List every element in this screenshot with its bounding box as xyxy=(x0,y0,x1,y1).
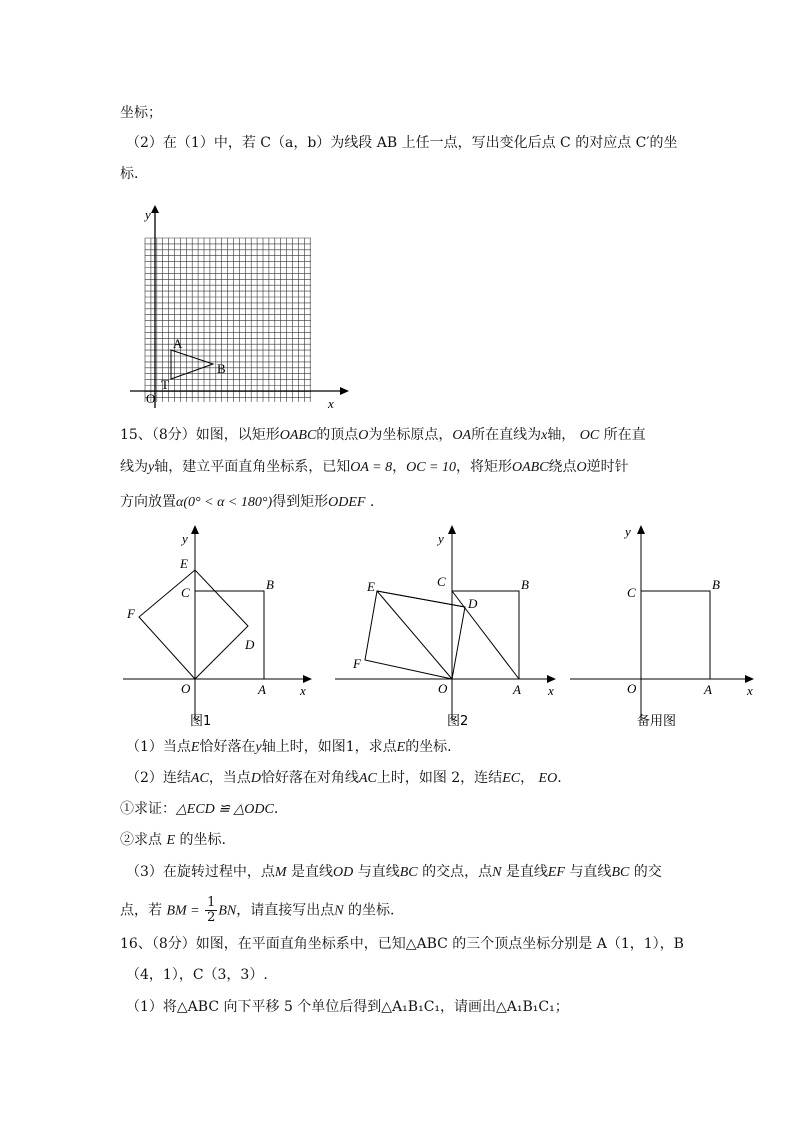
math: x xyxy=(541,428,548,443)
math: E xyxy=(190,740,200,755)
text-span: 的交点，点 xyxy=(422,864,493,880)
math: y xyxy=(148,460,155,475)
text-span: 15、（8分）如图，以矩形 xyxy=(120,427,280,443)
text-span: 与直线 xyxy=(357,864,400,880)
math: D xyxy=(250,771,261,786)
x-label: x xyxy=(328,396,334,411)
point-label-d: D xyxy=(245,637,255,652)
text-line: ①求证：△ECD ≌ △ODC. xyxy=(120,801,279,817)
point-label-f: F xyxy=(353,656,361,671)
x-axis-arrow xyxy=(745,675,754,683)
point-label-b: B xyxy=(266,577,274,592)
y-label: y xyxy=(438,531,444,546)
math: M xyxy=(274,865,287,880)
math: E xyxy=(166,833,176,848)
segment-eo xyxy=(377,591,452,679)
text-line xyxy=(126,965,268,985)
math: BC xyxy=(611,865,630,880)
figure-3-spare xyxy=(565,520,765,730)
math: OC xyxy=(579,428,600,443)
text-line xyxy=(126,862,662,883)
text-span: ，将矩形 xyxy=(455,459,512,475)
point-label-a: A xyxy=(173,336,183,351)
point-label-b: B xyxy=(217,361,226,376)
text-line xyxy=(120,425,646,446)
figure-2 xyxy=(335,520,565,730)
text-span: 为坐标原点， xyxy=(368,427,453,443)
point-label-d: D xyxy=(468,596,478,611)
point-label-b: B xyxy=(712,577,720,592)
math: E xyxy=(396,740,406,755)
text-span: （2）在（1）中，若 C（a，b）为线段 AB 上任一点，写出变化后点 C 的对应点 C′的坐 xyxy=(126,135,678,151)
text-span: 16、（8分）如图，在平面直角坐标系中，已知△ABC 的三个顶点坐标分别是 A（1，1），B xyxy=(120,936,684,952)
text-line xyxy=(120,934,684,954)
text-span: ，请直接写出点 xyxy=(236,902,335,919)
figure-caption: 备用图 xyxy=(637,714,677,729)
math: y xyxy=(255,740,262,755)
math: (0° < α < 180°) xyxy=(183,495,273,510)
point-label-b: B xyxy=(521,577,529,592)
text-span: （4，1），C（3，3）. xyxy=(126,967,268,983)
point-label-f: F xyxy=(127,606,135,621)
grid-figure xyxy=(125,203,365,413)
text-span: 坐标； xyxy=(120,105,162,121)
y-axis-arrow xyxy=(151,205,159,213)
math: △ECD ≌ △ODC xyxy=(176,802,274,817)
text-span: 的坐标. xyxy=(179,832,226,848)
text-line xyxy=(120,896,395,925)
text-line: （2）连结AC，当点D恰好落在对角线AC上时，如图 2，连结EC， EO. xyxy=(126,770,562,786)
figure-1 xyxy=(115,520,320,730)
math: OC = 10 xyxy=(406,460,456,475)
text-span: 轴上时，如图1，求点 xyxy=(261,739,397,755)
math: α xyxy=(176,495,184,510)
text-span: 线为 xyxy=(120,459,148,475)
text-span: 所在直线为 xyxy=(471,427,542,443)
y-label: y xyxy=(145,207,151,222)
point-label-a: A xyxy=(513,682,521,697)
origin-label: O xyxy=(627,681,637,696)
math: OD xyxy=(333,865,354,880)
math: AC xyxy=(190,771,209,786)
text-span: 的坐标. xyxy=(348,902,395,919)
text-span: ， xyxy=(520,770,535,786)
text-span: 所在直 xyxy=(603,427,646,443)
math: OA xyxy=(452,428,472,443)
text-line xyxy=(120,103,162,123)
text-span: 逆时针 xyxy=(586,459,629,475)
text-span: 绕点 xyxy=(548,459,577,475)
text-line xyxy=(120,830,226,851)
text-span: 标. xyxy=(120,166,139,182)
fraction-numerator: 1 xyxy=(207,895,216,910)
fraction-denominator: 2 xyxy=(207,910,216,925)
y-label: y xyxy=(625,524,631,539)
point-label-c: C xyxy=(181,585,190,600)
x-label: x xyxy=(300,683,306,698)
rectangle-odef xyxy=(139,570,248,679)
text-span: 轴， xyxy=(547,427,576,443)
text-line xyxy=(120,164,138,184)
grid-lines xyxy=(145,238,311,402)
text-span: 与直线 xyxy=(569,864,612,880)
text-span: 的交 xyxy=(633,864,662,880)
math: AC xyxy=(358,771,377,786)
text-span: （1）将△ABC 向下平移 5 个单位后得到△A₁B₁C₁，请画出△A₁B₁C₁； xyxy=(126,999,569,1015)
rectangle-oabc xyxy=(195,591,264,679)
text-span: ①求证： xyxy=(120,801,176,817)
diagonal-ac xyxy=(452,591,519,679)
point-label-t: T xyxy=(161,377,169,392)
math: BN xyxy=(218,903,237,919)
text-span: 点，若 xyxy=(120,902,162,919)
point-label-a: A xyxy=(704,682,712,697)
point-label-c: C xyxy=(627,585,636,600)
text-span: ②求点 xyxy=(120,832,162,848)
text-span: 上时，如图 2，连结 xyxy=(376,770,503,786)
math: O xyxy=(358,428,369,443)
text-span: 的顶点 xyxy=(316,427,359,443)
math: BM = xyxy=(166,903,200,919)
x-axis-arrow xyxy=(303,675,312,683)
text-line xyxy=(126,133,678,153)
text-span: 恰好落在对角线 xyxy=(260,770,359,786)
math: N xyxy=(492,865,502,880)
x-axis-arrow xyxy=(340,387,349,395)
math: O xyxy=(576,460,587,475)
text-span: 恰好落在 xyxy=(199,739,256,755)
text-line xyxy=(126,997,569,1017)
y-axis-arrow xyxy=(448,525,456,534)
math: OA = 8 xyxy=(350,460,393,475)
rectangle-oabc xyxy=(641,591,710,679)
point-label-c: C xyxy=(437,574,446,589)
math: EF xyxy=(547,865,565,880)
point-label-e: E xyxy=(180,556,188,571)
y-axis-arrow xyxy=(191,525,199,534)
figure-caption: 图1 xyxy=(190,714,212,729)
math: OABC xyxy=(279,428,317,443)
math: OABC xyxy=(511,460,549,475)
text-line: 线为y轴，建立平面直角坐标系，已知OA = 8，OC = 10，将矩形OABC绕点O逆时针 xyxy=(120,459,629,475)
text-span: （2）连结 xyxy=(126,770,191,786)
origin-label: O xyxy=(438,681,448,696)
math: EO xyxy=(538,771,558,786)
y-label: y xyxy=(182,531,188,546)
x-label: x xyxy=(747,683,753,698)
x-axis-arrow xyxy=(547,675,556,683)
point-label-e: E xyxy=(367,579,375,594)
text-span: 方向放置 xyxy=(120,494,176,510)
text-span: 轴，建立平面直角坐标系，已知 xyxy=(154,459,351,475)
origin-label: O xyxy=(146,391,156,406)
text-span: ，当点 xyxy=(208,770,251,786)
text-span: 是直线 xyxy=(291,864,334,880)
text-span: 的坐标. xyxy=(405,739,452,755)
math: BC xyxy=(399,865,418,880)
math: EC xyxy=(502,771,521,786)
figure-caption: 图2 xyxy=(447,714,469,729)
text-span: （1）当点 xyxy=(126,739,191,755)
text-span: （3）在旋转过程中，点 xyxy=(126,864,275,880)
fraction-one-half xyxy=(205,896,217,925)
text-span: 是直线 xyxy=(505,864,548,880)
text-line: 方向放置α(0° < α < 180°)得到矩形ODEF . xyxy=(120,494,375,510)
point-label-a: A xyxy=(258,682,266,697)
math: ODEF xyxy=(328,495,366,510)
text-span: 得到矩形 xyxy=(272,494,329,510)
math: N xyxy=(334,903,344,919)
x-label: x xyxy=(548,683,554,698)
y-axis-arrow xyxy=(637,525,645,534)
text-line xyxy=(126,737,452,758)
origin-label: O xyxy=(181,681,191,696)
